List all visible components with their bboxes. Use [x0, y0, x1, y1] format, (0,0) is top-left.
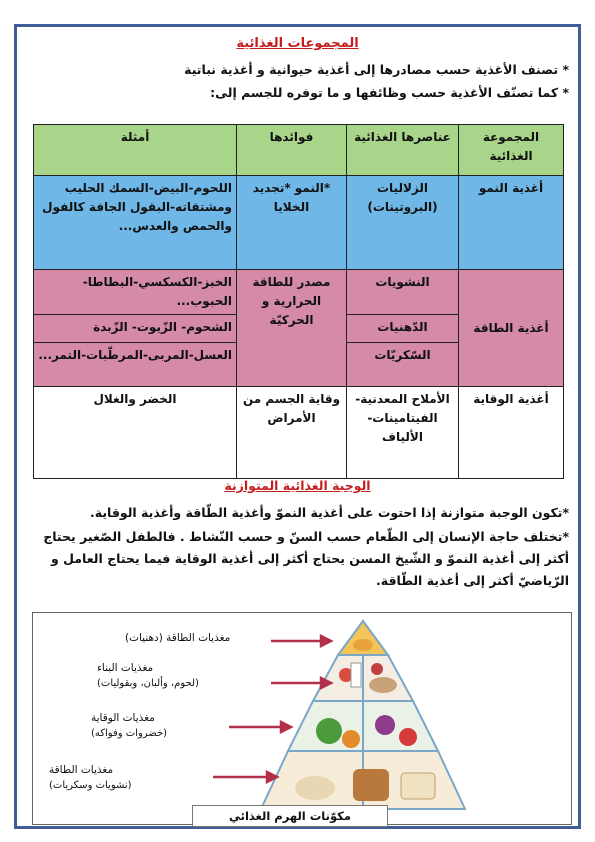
pyramid-label-vegetables-sub: (خضروات وفواكه) — [91, 728, 168, 739]
energy-example-1: الخبز-الكسكسي-البطاطا-الحبوب... — [34, 270, 237, 315]
pyramid-label-fats — [125, 631, 230, 646]
orange-food-icon — [342, 730, 360, 748]
energy-group: أغذية الطاقة — [459, 270, 564, 387]
header-benefits: فوائدها — [237, 125, 347, 176]
pyramid-label-grains-sub: (نشويات وسكريات) — [49, 780, 132, 791]
table-header-row — [34, 125, 564, 176]
food-pyramid-figure — [32, 612, 572, 825]
pyramid-label-vegetables — [91, 711, 211, 741]
protection-benefit: وقاية الجسم من الأمراض — [237, 387, 347, 479]
cereal-food-icon — [401, 773, 435, 799]
protection-example: الخضر والغلال — [34, 387, 237, 479]
tomato-food-icon — [399, 728, 417, 746]
balanced-meal-paragraph-1: *تكون الوجبة متوازنة إذا احتوت على أغذية النموّ وأغذية الطّاقة وأغذية الوقاية. — [89, 505, 569, 520]
intro-line-2: * كما تصنّف الأغذية حسب وظائفها و ما توفره للجسم إلى: — [210, 85, 569, 100]
pyramid-label-fats-title: مغذيات الطاقة (دهنيات) — [125, 632, 231, 644]
protection-group: أغذية الوقاية — [459, 387, 564, 479]
sausage-food-icon — [371, 663, 383, 675]
pyramid-caption: مكوّنات الهرم الغذائي — [192, 805, 388, 827]
food-groups-table — [33, 124, 564, 479]
oil-food-icon — [353, 639, 373, 651]
energy-example-3: العسل-المربى-المرطّبات-التمر... — [34, 343, 237, 387]
energy-benefit: مصدر للطاقة الحرارية و الحركيّة — [237, 270, 347, 387]
grapes-food-icon — [375, 715, 395, 735]
header-group: المجموعة الغذائية — [459, 125, 564, 176]
energy-element-1: النشويات — [347, 270, 459, 315]
balanced-meal-title: الوجبة الغذائية المتوازنة — [224, 478, 371, 493]
intro-line-1: * تصنف الأغذية حسب مصادرها إلى أغذية حيوانية و أغذية نباتية — [184, 62, 569, 77]
pyramid-label-protein-sub: (لحوم، وألبان، وبقوليات) — [97, 678, 199, 689]
energy-element-3: السّكريّات — [347, 343, 459, 387]
pyramid-label-vegetables-title: مغذيات الوقاية — [91, 712, 155, 724]
growth-group: أغذية النمو — [459, 176, 564, 270]
table-row-protection — [34, 387, 564, 479]
energy-example-2: الشحوم- الزّيوت- الزّبدة — [34, 315, 237, 343]
protection-element: الأملاح المعدنية- الفيتامينات- الألياف — [347, 387, 459, 479]
balanced-meal-paragraph-2: *تختلف حاجة الإنسان إلى الطّعام حسب السنّ و حسب النّشاط . فالطفل الصّغير يحتاج أكثر إلى أغذية النموّ و الشّيخ المسن يحتاج أكثر إلى أغذية الوقاية فيما يحتاج العامل و الرّياضيّ أكثر إلى أغذية الطّاقة. — [43, 529, 569, 588]
milk-food-icon — [351, 663, 361, 687]
fish-food-icon — [369, 677, 397, 693]
growth-example: اللحوم-البيض-السمك الحليب ومشتقاته-البقول الجافة كالفول والحمص والعدس... — [34, 176, 237, 270]
growth-element: الزلاليات (البروتينات) — [347, 176, 459, 270]
pyramid-label-grains-title: مغذيات الطاقة — [49, 764, 114, 776]
growth-benefit: *النمو *تجديد الخلايا — [237, 176, 347, 270]
bread-food-icon — [353, 769, 389, 801]
pyramid-label-grains — [49, 763, 169, 793]
pyramid-label-protein — [97, 661, 217, 691]
energy-element-2: الدّهنيات — [347, 315, 459, 343]
table-row-growth — [34, 176, 564, 270]
cabbage-food-icon — [316, 718, 342, 744]
rice-food-icon — [295, 776, 335, 800]
page-title: المجموعات الغذائية — [236, 36, 359, 51]
header-elements: عناصرها الغذائية — [347, 125, 459, 176]
pyramid-label-protein-title: مغذيات البناء — [97, 662, 154, 674]
header-examples: أمثلة — [34, 125, 237, 176]
table-row-energy-1 — [34, 270, 564, 315]
